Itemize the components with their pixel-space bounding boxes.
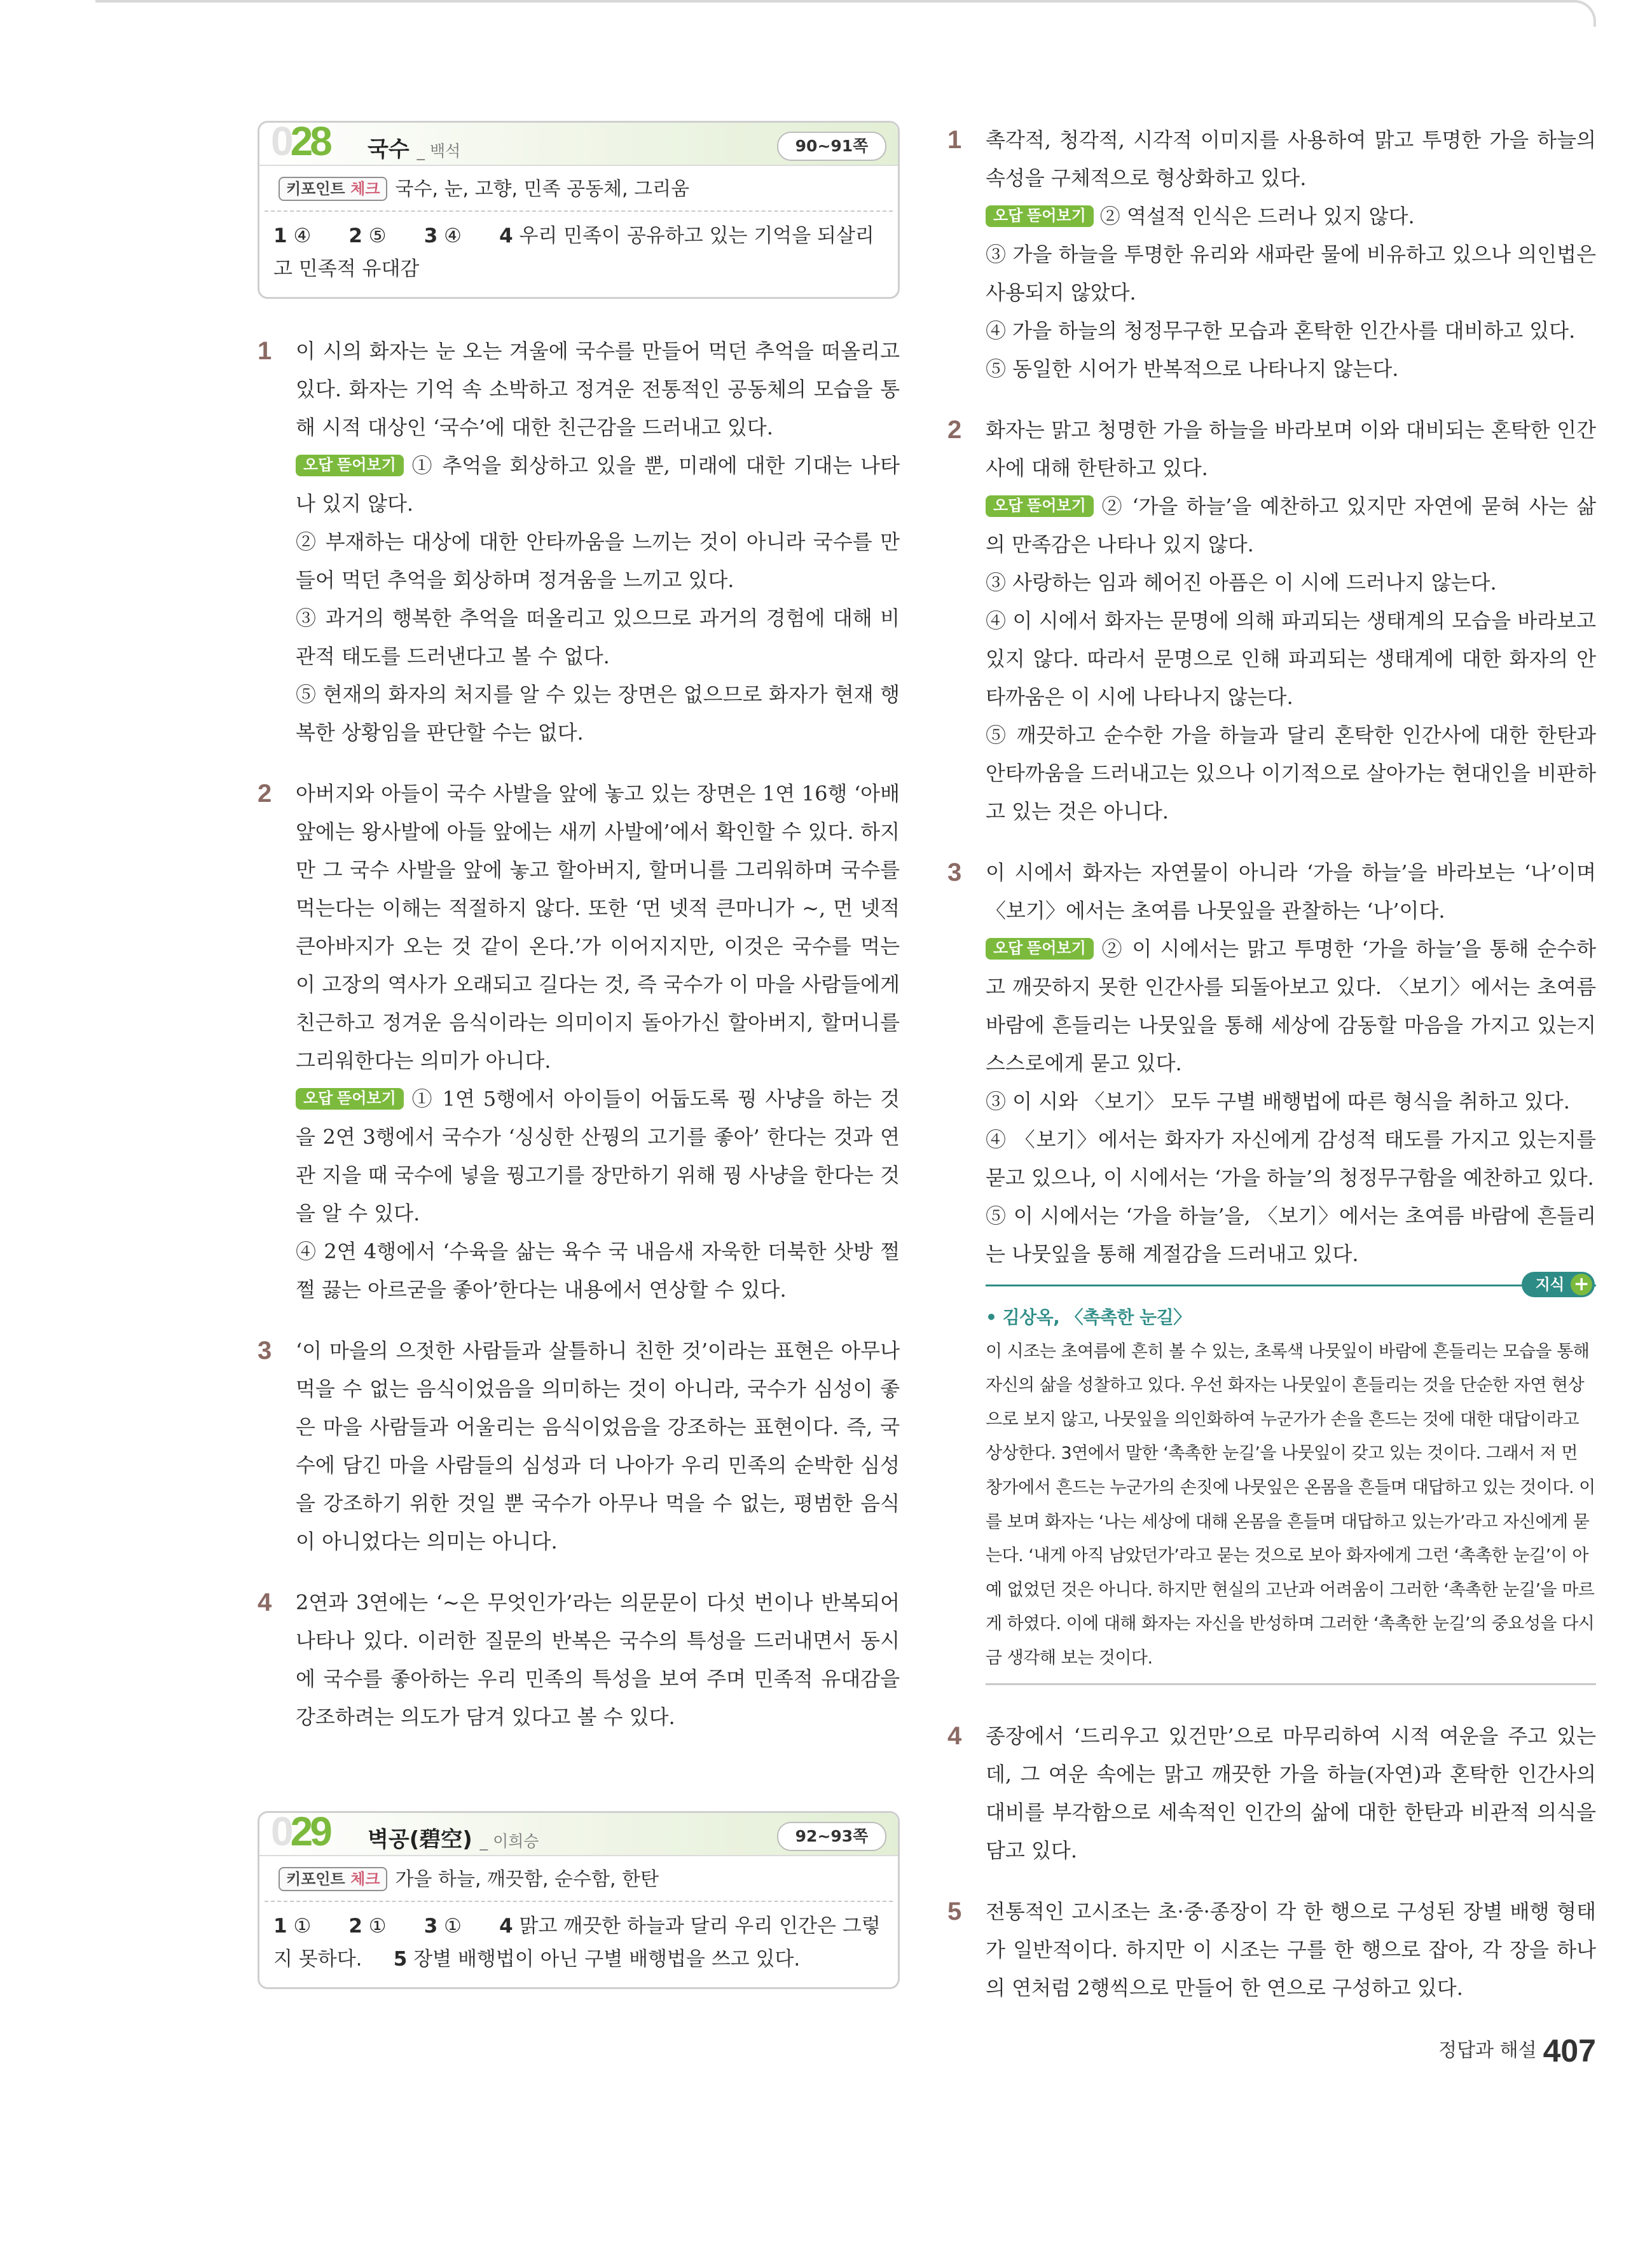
right-column (947, 121, 1596, 2007)
knowledge-title: • 김상옥, 〈촉촉한 눈길〉 (986, 1307, 1191, 1328)
page-top-rule (95, 0, 1596, 27)
wrong-option-note: 오답 뜯어보기 ② ‘가을 하늘’을 예찬하고 있지만 자연에 묻혀 사는 삶의 만족감은 나타나 있지 않다. (986, 494, 1596, 556)
keypoint-badge: 키포인트 체크 (279, 177, 387, 201)
item-main-text: 전통적인 고시조는 초·중·종장이 각 한 행으로 구성된 장별 배행 형태가 일반적이다. 하지만 이 시조는 구를 한 행으로 잡아, 각 장을 하나의 연처럼 2행씩으로 만들어 한 연으로 구성하고 있다. (986, 1899, 1596, 2000)
wrong-option-note: ③ 사랑하는 임과 헤어진 아픔은 이 시에 드러나지 않는다. (986, 570, 1497, 595)
page-range: 90~91쪽 (777, 132, 886, 161)
wrong-option-note: ③ 이 시와 〈보기〉 모두 구별 배행법에 따른 형식을 취하고 있다. (986, 1089, 1570, 1113)
plus-icon: + (1571, 1274, 1592, 1295)
page-footer (1438, 2032, 1596, 2069)
explanation-item (947, 853, 1596, 1273)
knowledge-body: 이 시조는 초여름에 흔히 볼 수 있는, 초록색 나뭇잎이 바람에 흔들리는 모습을 통해 자신의 삶을 성찰하고 있다. 우선 화자는 나뭇잎이 흔들리는 것을 단순한 자연 현상으로 보지 않고, 나뭇잎을 의인화하여 누군가가 손을 흔드는 것에 대한 대답이라고 상상한다. 3연에서 말한 ‘촉촉한 눈길’을 나뭇잎이 갖고 있는 것이다. 그래서 저 먼 창가에서 흔드는 누군가의 손짓에 나뭇잎은 온몸을 흔들며 대답하고 있는 것이다. 이를 보며 화자는 ‘나는 세상에 대해 온몸을 흔들며 대답하고 있는가’라고 자신에게 묻는다. ‘내게 아직 남았던가’라고 묻는 것으로 보아 화자에게 그런 ‘촉촉한 눈길’이 아예 없었던 것은 아니다. 하지만 현실의 고난과 어려움이 그러한 ‘촉촉한 눈길’을 마르게 하였다. 이에 대해 화자는 자신을 반성하며 그러한 ‘촉촉한 눈길’의 중요성을 다시금 생각해 보는 것이다. (986, 1341, 1595, 1668)
item-number: 5 (947, 1897, 962, 1926)
wrong-option-note: ⑤ 동일한 시어가 반복적으로 나타나지 않는다. (986, 357, 1399, 381)
explanations-028 (258, 332, 900, 1736)
wrong-option-note: 오답 뜯어보기 ② 이 시에서는 맑고 투명한 ‘가을 하늘’을 통해 순수하고 깨끗하지 못한 인간사를 되돌아보고 있다. 〈보기〉에서는 초여름 바람에 흔들리는 나뭇잎을 통해 세상에 감동할 마음을 가지고 있는지 스스로에게 묻고 있다. (986, 937, 1596, 1075)
explanation-item (258, 775, 900, 1309)
wrong-option-note: ⑤ 깨끗하고 순수한 가을 하늘과 달리 혼탁한 인간사에 대한 한탄과 안타까움을 드러내고는 있으나 이기적으로 살아가는 현대인을 비판하고 있는 것은 아니다. (986, 723, 1596, 823)
item-main-text: 이 시에서 화자는 자연물이 아니라 ‘가을 하늘’을 바라보는 ‘나’이며 〈보기〉에서는 초여름 나뭇잎을 관찰하는 ‘나’이다. (986, 860, 1596, 923)
explanation-item (258, 1332, 900, 1561)
wrong-option-note: ④ 가을 하늘의 청정무구한 모습과 혼탁한 인간사를 대비하고 있다. (986, 319, 1576, 343)
explanation-item (947, 1892, 1596, 2007)
wrong-option-note: ② 부재하는 대상에 대한 안타까움을 느끼는 것이 아니라 국수를 만들어 먹던 추억을 회상하며 정겨움을 느끼고 있다. (296, 530, 900, 592)
wrong-option-note: ⑤ 현재의 화자의 처지를 알 수 있는 장면은 없으므로 화자가 현재 행복한 상황임을 판단할 수는 없다. (296, 682, 900, 745)
card-header (259, 118, 898, 166)
wrong-answer-badge: 오답 뜯어보기 (986, 938, 1094, 960)
wrong-answer-badge: 오답 뜯어보기 (296, 455, 404, 476)
keypoint-badge: 키포인트 체크 (279, 1867, 387, 1891)
wrong-option-note: ④ 2연 4행에서 ‘수육을 삶는 육수 국 내음새 자욱한 더북한 삿방 쩔쩔 끓는 아르굳을 좋아’한다는 내용에서 연상할 수 있다. (296, 1239, 900, 1302)
wrong-answer-badge: 오답 뜯어보기 (986, 495, 1094, 517)
item-number: 3 (258, 1337, 272, 1365)
item-number: 4 (947, 1721, 962, 1750)
wrong-option-note: ③ 가을 하늘을 투명한 유리와 새파란 물에 비유하고 있으나 의인법은 사용되지 않았다. (986, 242, 1596, 305)
keypoint-row (265, 1856, 893, 1902)
explanations-029-b (947, 1717, 1596, 2007)
footer-label: 정답과 해설 (1438, 2039, 1537, 2062)
item-main-text: 2연과 3연에는 ‘~은 무엇인가’라는 의문문이 다섯 번이나 반복되어 나타나 있다. 이러한 질문의 반복은 국수의 특성을 드러내면서 동시에 국수를 좋아하는 우리 민족의 특성을 보여 주며 민족적 유대감을 강조하려는 의도가 담겨 있다고 볼 수 있다. (296, 1590, 900, 1729)
question-number: 029 (271, 1809, 329, 1854)
knowledge-box (986, 1273, 1596, 1685)
item-number: 1 (947, 126, 962, 154)
item-main-text: 촉각적, 청각적, 시각적 이미지를 사용하여 맑고 투명한 가을 하늘의 속성을 구체적으로 형상화하고 있다. (986, 128, 1596, 190)
keywords: 가을 하늘, 깨끗함, 순수함, 한탄 (395, 1868, 659, 1891)
answer-row: 1 ④ 2 ⑤ 3 ④ 4 우리 민족이 공유하고 있는 기억을 되살리고 민족적 유대감 (273, 224, 874, 280)
question-card-029 (258, 1811, 900, 1989)
item-main-text: 아버지와 아들이 국수 사발을 앞에 놓고 있는 장면은 1연 16행 ‘아배 앞에는 왕사발에 아들 앞에는 새끼 사발에’에서 확인할 수 있다. 하지만 그 국수 사발을 앞에 놓고 할아버지, 할머니를 그리워하며 국수를 먹는다는 이해는 적절하지 않다. 또한 ‘먼 넷적 큰마니가 ~, 먼 넷적 큰아바지가 오는 것 같이 온다.’가 이어지지만, 이것은 국수를 먹는 이 고장의 역사가 오래되고 길다는 것, 즉 국수가 이 마을 사람들에게 친근하고 정겨운 음식이라는 의미이지 돌아가신 할아버지, 할머니를 그리워한다는 의미가 아니다. (296, 782, 900, 1073)
wrong-option-note: ③ 과거의 행복한 추억을 떠올리고 있으므로 과거의 경험에 대해 비관적 태도를 드러낸다고 볼 수 없다. (296, 606, 900, 668)
wrong-answer-badge: 오답 뜯어보기 (986, 205, 1094, 227)
poem-title: 국수 _ 백석 (368, 137, 461, 162)
explanation-item (947, 121, 1596, 388)
explanation-item (947, 1717, 1596, 1870)
item-number: 2 (947, 416, 962, 444)
keypoint-row (265, 166, 893, 212)
item-main-text: 화자는 맑고 청명한 가을 하늘을 바라보며 이와 대비되는 혼탁한 인간사에 대해 한탄하고 있다. (986, 418, 1596, 480)
poem-title: 벽공(碧空) _ 이희승 (368, 1827, 539, 1852)
card-header (259, 1809, 898, 1856)
wrong-option-note: ⑤ 이 시에서는 ‘가을 하늘’을, 〈보기〉에서는 초여름 바람에 흔들리는 나뭇잎을 통해 계절감을 드러내고 있다. (986, 1204, 1596, 1266)
wrong-option-note: 오답 뜯어보기 ① 추억을 회상하고 있을 뿐, 미래에 대한 기대는 나타나 있지 않다. (296, 453, 900, 516)
explanation-item (258, 332, 900, 752)
explanation-item (947, 411, 1596, 830)
item-number: 4 (258, 1588, 272, 1616)
page-number: 407 (1543, 2033, 1596, 2069)
wrong-option-note: 오답 뜯어보기 ② 역설적 인식은 드러나 있지 않다. (986, 197, 1596, 235)
answer-row: 1 ① 2 ① 3 ① 4 맑고 깨끗한 하늘과 달리 우리 인간은 그렇지 못하다. 5 장별 배행법이 아닌 구별 배행법을 쓰고 있다. (273, 1915, 881, 1971)
poem-author: _ 백석 (416, 142, 461, 160)
explanation-item (258, 1583, 900, 1736)
wrong-option-note: ④ 이 시에서 화자는 문명에 의해 파괴되는 생태계의 모습을 바라보고 있지 않다. 따라서 문명으로 인해 파괴되는 생태계에 대한 화자의 안타까움은 이 시에 나타나지 않는다. (986, 609, 1596, 709)
wrong-option-note: ④ 〈보기〉에서는 화자가 자신에게 감성적 태도를 가지고 있는지를 묻고 있으나, 이 시에서는 ‘가을 하늘’의 청정무구함을 예찬하고 있다. (986, 1127, 1596, 1190)
item-main-text: 종장에서 ‘드리우고 있건만’으로 마무리하여 시적 여운을 주고 있는데, 그 여운 속에는 맑고 깨끗한 가을 하늘(자연)과 혼탁한 인간사의 대비를 부각함으로 세속적인 인간의 삶에 대한 한탄과 비관적 의식을 담고 있다. (986, 1723, 1596, 1863)
poem-author: _ 이희승 (479, 1832, 539, 1850)
explanations-029-a (947, 121, 1596, 1273)
item-number: 3 (947, 858, 962, 886)
keywords: 국수, 눈, 고향, 민족 공동체, 그리움 (395, 178, 690, 200)
item-main-text: 이 시의 화자는 눈 오는 겨울에 국수를 만들어 먹던 추억을 떠올리고 있다. 화자는 기억 속 소박하고 정겨운 전통적인 공동체의 모습을 통해 시적 대상인 ‘국수’에 대한 친근감을 드러내고 있다. (296, 339, 900, 439)
item-number: 1 (258, 337, 272, 365)
knowledge-tag: 지식 + (1522, 1272, 1595, 1297)
question-card-028 (258, 118, 900, 299)
wrong-answer-badge: 오답 뜯어보기 (296, 1088, 404, 1110)
question-number: 028 (271, 118, 329, 164)
wrong-option-note: 오답 뜯어보기 ① 1연 5행에서 아이들이 어둡도록 꿩 사냥을 하는 것을 2연 3행에서 국수가 ‘싱싱한 산꿩의 고기를 좋아’ 한다는 것과 연관 지을 때 국수에 넣을 꿩고기를 장만하기 위해 꿩 사냥을 한다는 것을 알 수 있다. (296, 1087, 900, 1225)
item-number: 2 (258, 780, 272, 808)
item-main-text: ‘이 마을의 으젓한 사람들과 살틀하니 친한 것’이라는 표현은 아무나 먹을 수 없는 음식이었음을 의미하는 것이 아니라, 국수가 심성이 좋은 마을 사람들과 어울리는 음식이었음을 강조하는 표현이다. 즉, 국수에 담긴 마을 사람들의 심성과 더 나아가 우리 민족의 순박한 심성을 강조하기 위한 것일 뿐 국수가 아무나 먹을 수 없는, 평범한 음식이 아니었다는 의미는 아니다. (296, 1339, 900, 1554)
left-column (258, 118, 900, 1989)
page-range: 92~93쪽 (777, 1822, 886, 1851)
